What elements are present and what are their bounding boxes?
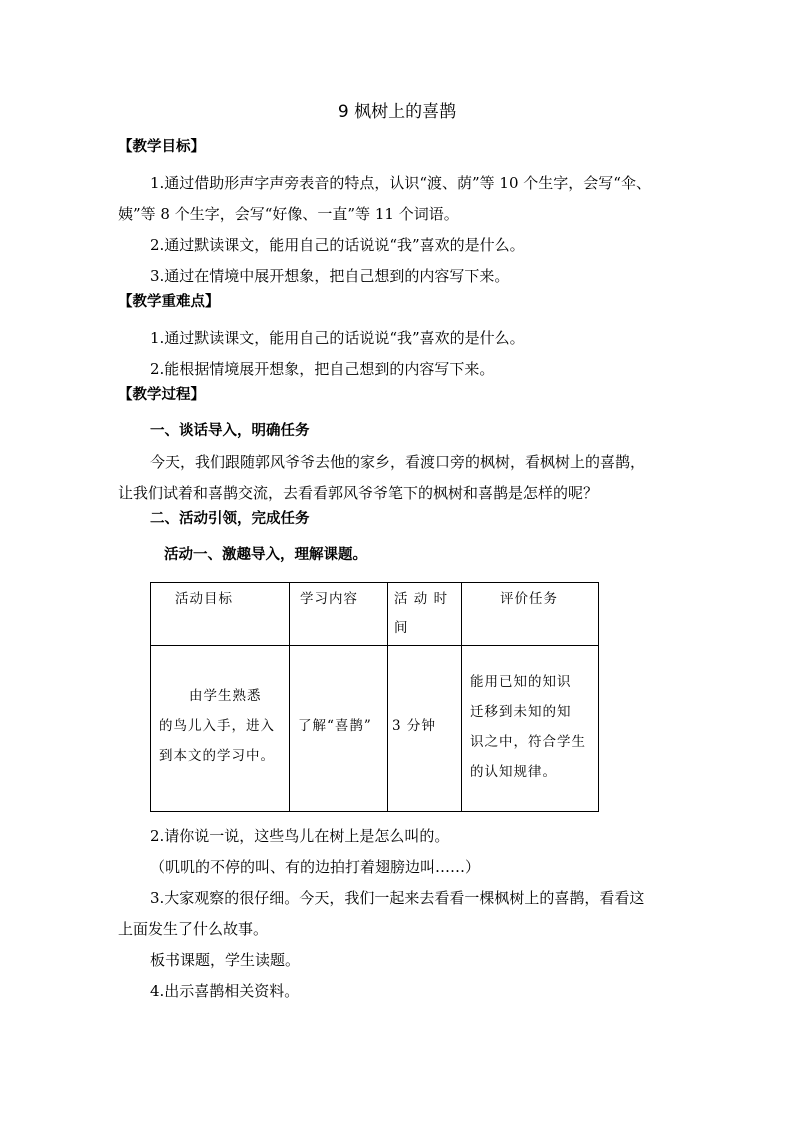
row-cell-goal — [151, 646, 290, 812]
header-content: 学习内容 — [300, 591, 358, 607]
task-line-4: 的认知规律。 — [470, 764, 557, 780]
goal-line-2: 的鸟儿入手，进入 — [159, 718, 275, 734]
content-text: 了解“喜鹊” — [298, 718, 372, 734]
objective-1-line-2: 姨”等 8 个生字，会写“好像、一直”等 11 个词语。 — [118, 205, 459, 223]
task-line-2: 迁移到未知的知 — [470, 704, 572, 720]
after-table-2: 2.请你说一说，这些鸟儿在树上是怎么叫的。 — [150, 827, 450, 845]
row-cell-content — [290, 646, 388, 812]
objective-2: 2.通过默读课文，能用自己的话说说“我”喜欢的是什么。 — [150, 236, 525, 254]
activity-1-heading: 活动一、激趣导入，理解课题。 — [164, 547, 367, 563]
goal-line-3: 到本文的学习中。 — [159, 748, 275, 764]
row-cell-time — [388, 646, 462, 812]
after-table-4: 4.出示喜鹊相关资料。 — [150, 982, 300, 1000]
header-time-line-2: 间 — [394, 620, 409, 636]
objective-3: 3.通过在情境中展开想象，把自己想到的内容写下来。 — [150, 267, 510, 285]
header-cell-task — [462, 583, 599, 646]
keypoint-1: 1.通过默读课文，能用自己的话说说“我”喜欢的是什么。 — [150, 329, 525, 347]
time-text: 3 分钟 — [392, 718, 436, 734]
objectives-heading: 【教学目标】 — [118, 139, 205, 155]
step-1-line-1: 今天，我们跟随郭风爷爷去他的家乡，看渡口旁的枫树，看枫树上的喜鹊， — [150, 453, 646, 471]
step-2-heading: 二、活动引领，完成任务 — [150, 511, 310, 527]
objective-1-line-1: 1.通过借助形声字声旁表音的特点，认识“渡、荫”等 10 个生字，会写“伞、 — [150, 174, 651, 192]
step-1-heading: 一、谈话导入，明确任务 — [150, 423, 310, 439]
after-table-answer: （叽叽的不停的叫、有的边拍打着翅膀边叫……） — [150, 858, 481, 876]
keypoints-heading: 【教学重难点】 — [118, 294, 220, 310]
process-heading: 【教学过程】 — [118, 387, 205, 403]
after-table-board: 板书课题，学生读题。 — [150, 951, 301, 969]
table-header-row — [151, 583, 599, 646]
header-goal: 活动目标 — [175, 591, 233, 607]
task-line-3: 识之中，符合学生 — [470, 734, 586, 750]
after-table-3-line-2: 上面发生了什么故事。 — [118, 920, 269, 938]
header-cell-content — [290, 583, 388, 646]
row-cell-task — [462, 646, 599, 812]
after-table-3-line-1: 3.大家观察的很仔细。今天，我们一起来去看看一棵枫树上的喜鹊，看看这 — [150, 889, 645, 907]
header-cell-time — [388, 583, 462, 646]
goal-line-1: 由学生熟悉 — [189, 688, 262, 704]
activity-table — [150, 582, 599, 812]
lesson-title: 9 枫树上的喜鹊 — [337, 102, 457, 122]
keypoint-2: 2.能根据情境展开想象，把自己想到的内容写下来。 — [150, 360, 495, 378]
step-1-line-2: 让我们试着和喜鹊交流，去看看郭风爷爷笔下的枫树和喜鹊是怎样的呢？ — [118, 484, 599, 502]
header-task: 评价任务 — [500, 591, 558, 607]
header-cell-goal — [151, 583, 290, 646]
header-time-line-1: 活 动 时 — [394, 591, 449, 607]
table-row — [151, 646, 599, 812]
task-line-1: 能用已知的知识 — [470, 674, 572, 690]
